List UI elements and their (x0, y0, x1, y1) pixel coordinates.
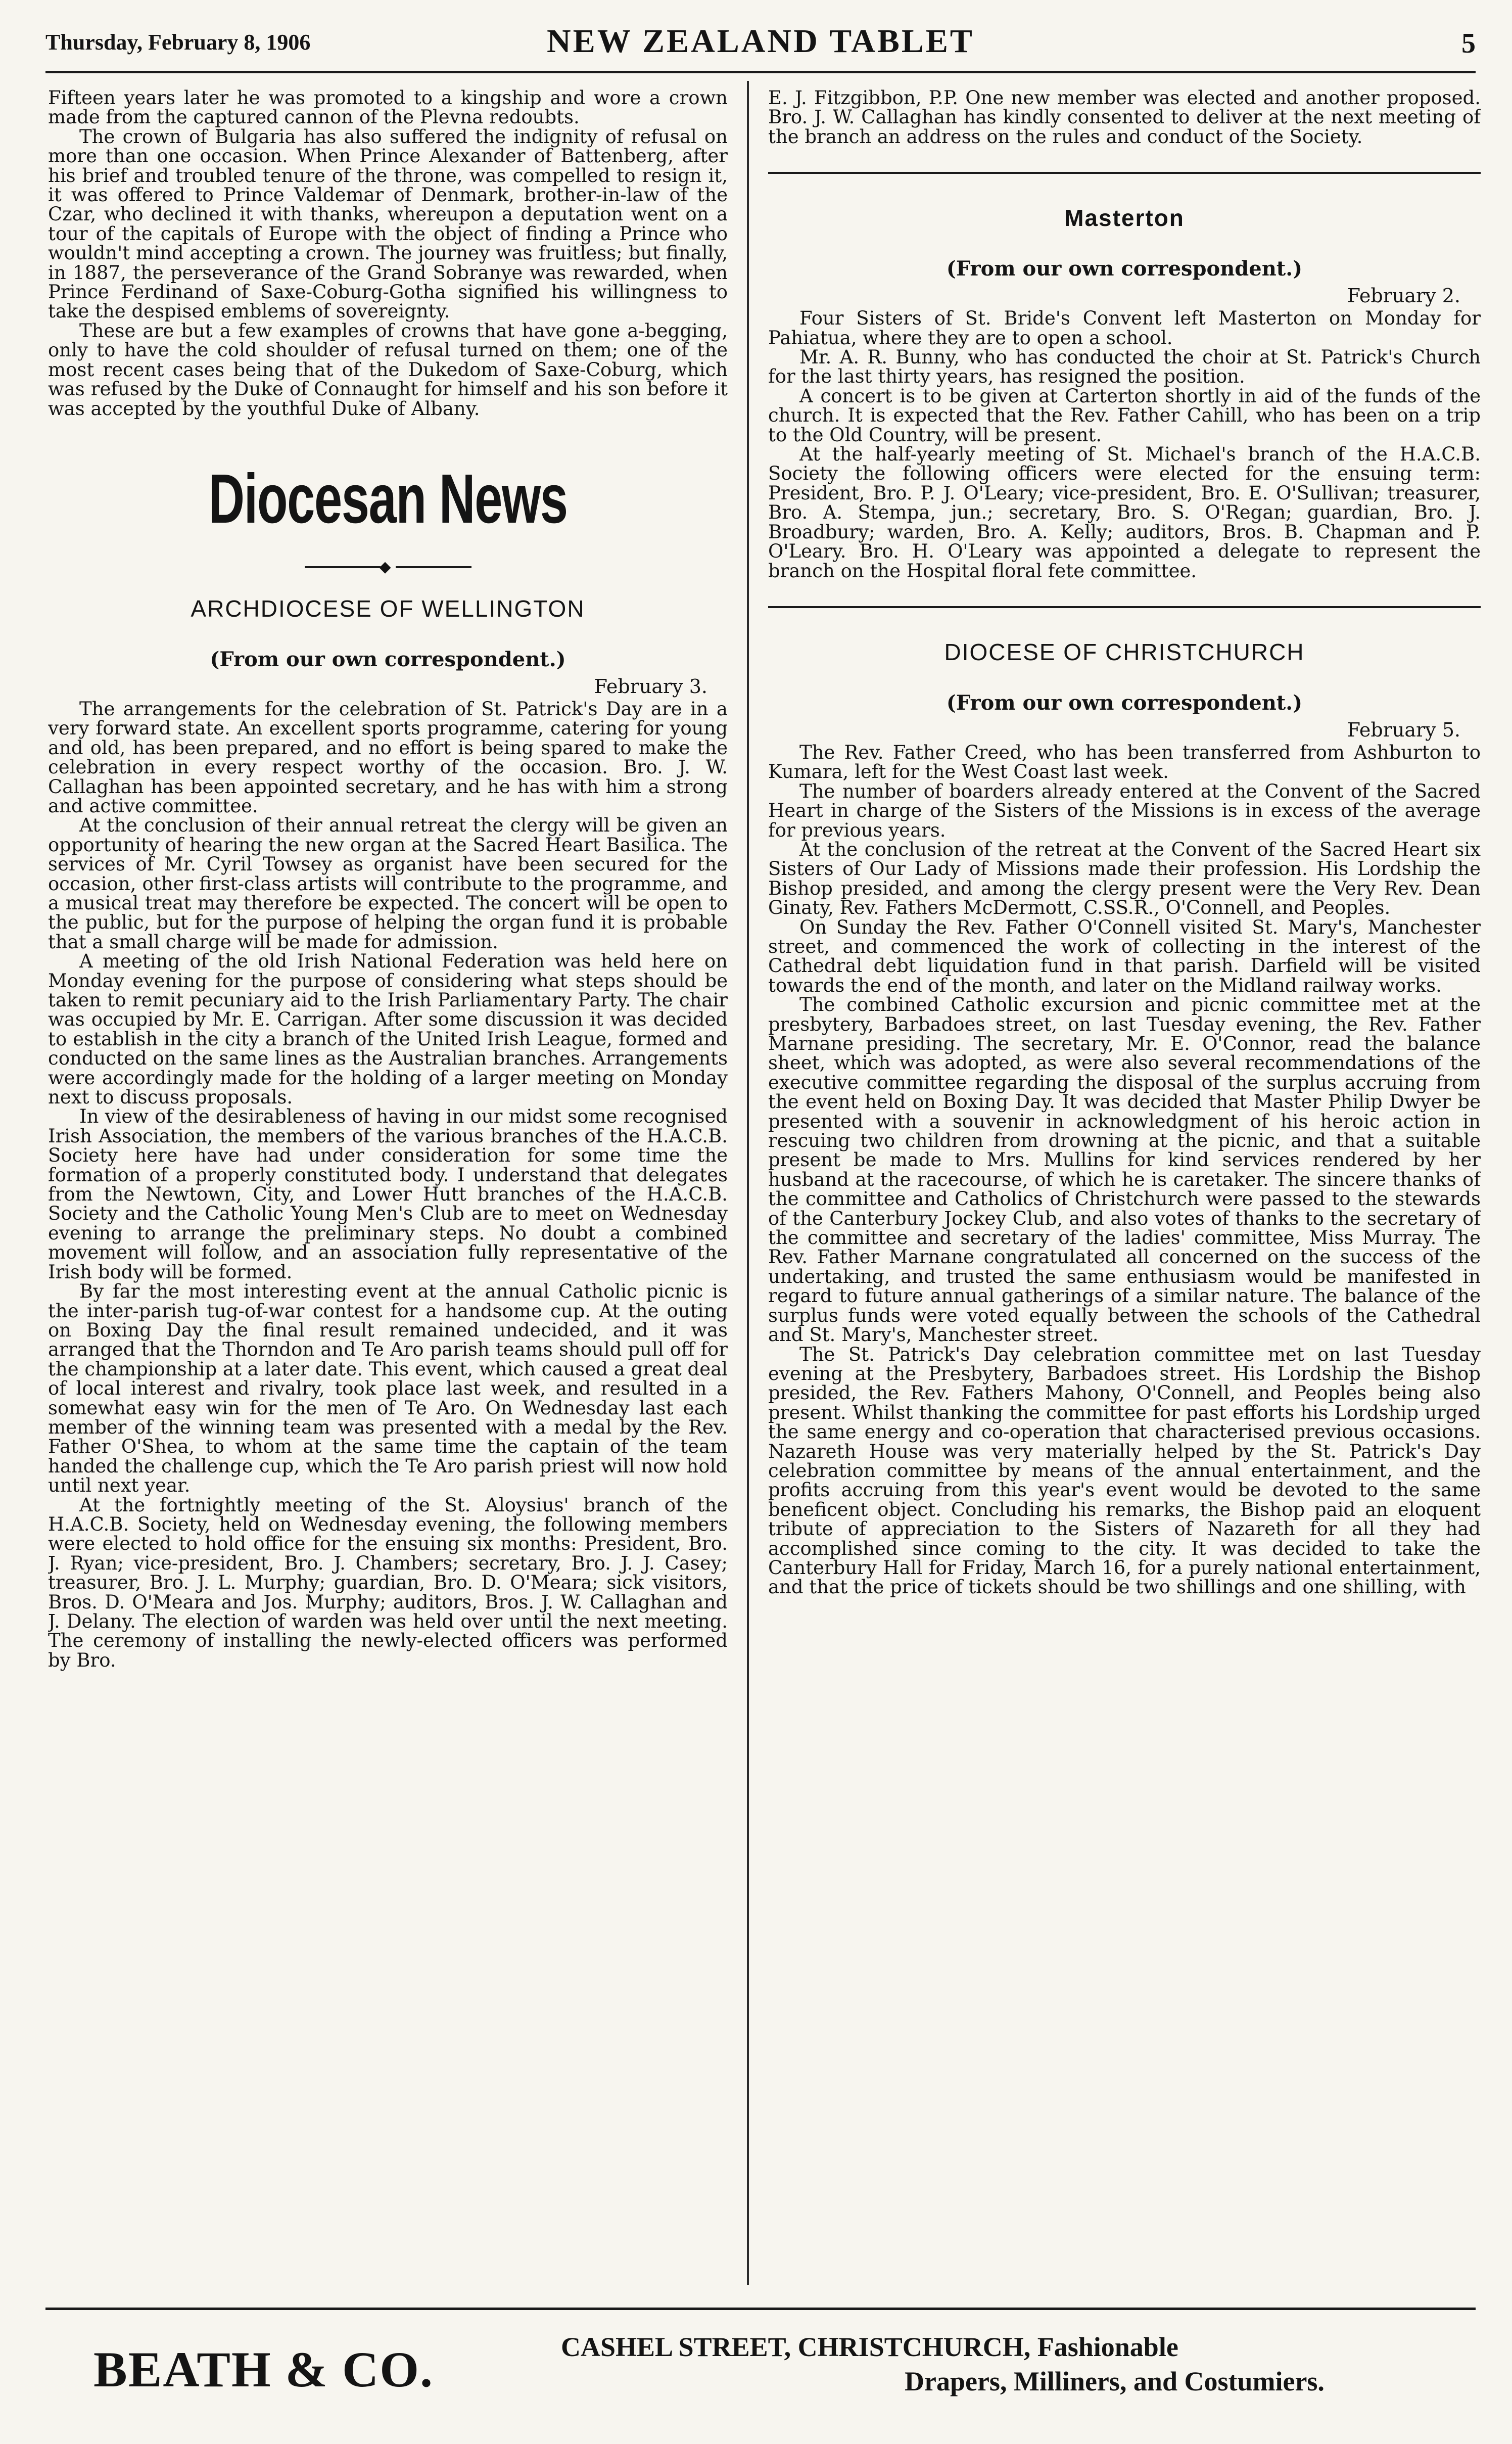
right-column (768, 88, 1481, 2282)
christchurch-paragraph: At the conclusion of the retreat at the Convent of the Sacred Heart six Sisters of Our Lady of Missions made their profession. His Lordship the Bishop presided, and among the clergy present were the Very Rev. Dean Ginaty, Rev. Fathers McDermott, C.SS.R., O'Connell, and Peoples. (768, 838, 1481, 919)
diocesan-news-heading: Diocesan News (208, 459, 568, 538)
masterton-paragraph: A concert is to be given at Carterton shortly in aid of the funds of the church. It is expected that the Rev. Father Cahill, who has been on a trip to the Old Country, will be present. (768, 385, 1481, 446)
wellington-date: February 3. (594, 675, 707, 698)
advert-trades: Drapers, Milliners, and Costumiers. (905, 2366, 1325, 2396)
ornament-rule-left (305, 566, 381, 568)
masterton-paragraph: At the half-yearly meeting of St. Michael's branch of the H.A.C.B. Society the following officers were elected for the ensuing term: President, Bro. P. J. O'Leary; vice-president, Bro. E. O'Sullivan; treasurer, Bro. A. Stempa, jun.; secretary, Bro. S. O'Regan; guardian, Bro. J. Broadbury; warden, Bro. A. Kelly; auditors, Bros. B. Chapman and P. O'Leary. Bro. H. O'Leary was appointed a delegate to represent the branch on the Hospital floral fete committee. (768, 443, 1481, 582)
christchurch-paragraph: On Sunday the Rev. Father O'Connell visited St. Mary's, Manchester street, and commenced the work of collecting in the interest of the Cathedral debt liquidation fund in that parish. Darfield will be visited towards the end of the month, and later on the Midland railway works. (768, 916, 1481, 996)
left-column (48, 88, 728, 2282)
christchurch-heading: DIOCESE OF CHRISTCHURCH (944, 638, 1305, 665)
diamond-ornament-icon: ◆ (379, 558, 391, 576)
christchurch-paragraph: The number of boarders already entered at the Convent of the Sacred Heart in charge of the Sisters of the Missions is in excess of the average for previous years. (768, 780, 1481, 841)
advert-firm-name: BEATH & CO. (93, 2341, 434, 2397)
heading-ornament (305, 560, 471, 575)
intro-paragraph: Fifteen years later he was promoted to a kingship and wore a crown made from the captured cannon of the Plevna redoubts. (48, 88, 728, 128)
masterton-heading: Masterton (1064, 205, 1185, 232)
masterton-paragraph: Four Sisters of St. Bride's Convent left Masterton on Monday for Pahiatua, where they are to open a school. (768, 307, 1481, 349)
christchurch-date: February 5. (1347, 718, 1460, 741)
section-rule (768, 172, 1481, 174)
wellington-paragraph: At the conclusion of their annual retreat the clergy will be given an opportunity of hearing the new organ at the Sacred Heart Basilica. The services of Mr. Cyril Towsey as organist have been secured for the occasion, other first-class artists will contribute to the programme, and a musical treat may therefore be expected. The concert will be open to the public, but for the purpose of helping the organ fund it is probable that a small charge will be made for admission. (48, 814, 728, 953)
issue-date: Thursday, February 8, 1906 (45, 30, 311, 55)
wellington-paragraph: In view of the desirableness of having in our midst some recognised Irish Association, the members of the various branches of the H.A.C.B. Society here have had under consideration for some time the formation of a properly constituted body. I understand that delegates from the Newtown, City, and Lower Hutt branches of the H.A.C.B. Society and the Catholic Young Men's Club are to meet on Wednesday evening to arrange the preliminary steps. No doubt a combined movement will follow, and an association fully representative of the Irish body will be formed. (48, 1105, 728, 1283)
wellington-correspondent: (From our own correspondent.) (210, 647, 566, 671)
footer-rule (45, 2308, 1476, 2310)
wellington-paragraph: The arrangements for the celebration of St. Patrick's Day are in a very forward state. An excellent sports programme, catering for young and old, has been prepared, and no effort is being spared to make the celebration in every respect worthy of the occasion. Bro. J. W. Callaghan has been appointed secretary, and he has with him a strong and active committee. (48, 698, 728, 817)
continuation-paragraph: E. J. Fitzgibbon, P.P. One new member was elected and another proposed. Bro. J. W. Callaghan has kindly consented to deliver at the next meeting of the branch an address on the rules and conduct of the Society. (768, 88, 1481, 148)
ornament-rule-right (396, 566, 471, 568)
christchurch-paragraph: The Rev. Father Creed, who has been transferred from Ashburton to Kumara, left for the West Coast last week. (768, 741, 1481, 783)
wellington-paragraph: At the fortnightly meeting of the St. Aloysius' branch of the H.A.C.B. Society, held on Wednesday evening, the following members were elected to hold office for the ensuing six months: President, Bro. J. Ryan; vice-president, Bro. J. Chambers; secretary, Bro. J. J. Casey; treasurer, Bro. J. L. Murphy; guardian, Bro. D. O'Meara; sick visitors, Bros. D. O'Meara and Jos. Murphy; auditors, Bros. J. W. Callaghan and J. Delany. The election of warden was held over until the next meeting. The ceremony of installing the newly-elected officers was performed by Bro. (48, 1494, 728, 1671)
wellington-paragraph: A meeting of the old Irish National Federation was held here on Monday evening for the purpose of considering what steps should be taken to remit pecuniary aid to the Irish Parliamentary Party. The chair was occupied by Mr. E. Carrigan. After some discussion it was decided to establish in the city a branch of the United Irish League, formed and conducted on the same lines as the Australian branches. Arrangements were accordingly made for the holding of a larger meeting on Monday next to discuss proposals. (48, 950, 728, 1109)
masthead-rule (45, 71, 1476, 73)
intro-paragraph: These are but a few examples of crowns that have gone a-begging, only to have the cold shoulder of refusal turned on them; one of the most recent cases being that of the Dukedom of Saxe-Coburg, which was refused by the Duke of Connaught for himself and his son before it was accepted by the youthful Duke of Albany. (48, 319, 728, 420)
masthead (45, 20, 1476, 73)
wellington-heading: ARCHDIOCESE OF WELLINGTON (191, 595, 585, 622)
masterton-paragraph: Mr. A. R. Bunny, who has conducted the choir at St. Patrick's Church for the last thirty years, has resigned the position. (768, 346, 1481, 388)
column-divider (747, 81, 749, 2285)
christchurch-paragraph: The St. Patrick's Day celebration committee met on last Tuesday evening at the Presbytery, Barbadoes street. His Lordship the Bishop presided, the Rev. Fathers Mahony, O'Connell, and Peoples being also present. Whilst thanking the committee for past efforts his Lordship urged the same energy and co-operation that characterised previous occasions. Nazareth House was very materially helped by the St. Patrick's Day celebration committee by means of the annual entertainment, and the profits accruing from this year's event would be devoted to the same beneficent object. Concluding his remarks, the Bishop paid an eloquent tribute of appreciation to the Sisters of Nazareth for all they had accomplished since coming to the city. It was decided to take the Canterbury Hall for Friday, March 16, for a purely national entertainment, and that the price of tickets should be two shillings and one shilling, with (768, 1343, 1481, 1598)
masterton-date: February 2. (1347, 285, 1460, 307)
intro-paragraph: The crown of Bulgaria has also suffered the indignity of refusal on more than one occasion. When Prince Alexander of Battenberg, after his brief and troubled tenure of the throne, was compelled to resign it, it was offered to Prince Valdemar of Denmark, brother-in-law of the Czar, who declined it with thanks, whereupon a deputation went on a tour of the capitals of Europe with the object of finding a Prince who wouldn't mind accepting a crown. The journey was fruitless; but finally, in 1887, the perseverance of the Grand Sobranye was rewarded, when Prince Ferdinand of Saxe-Coburg-Gotha signified his willingness to take the despised emblems of sovereignty. (48, 125, 728, 322)
newspaper-title: NEW ZEALAND TABLET (547, 23, 974, 60)
masterton-correspondent: (From our own correspondent.) (946, 257, 1303, 281)
christchurch-correspondent: (From our own correspondent.) (946, 690, 1303, 715)
advert-address: CASHEL STREET, CHRISTCHURCH, Fashionable (561, 2332, 1178, 2362)
wellington-paragraph: By far the most interesting event at the annual Catholic picnic is the inter-parish tug-of-war contest for a handsome cup. At the outing on Boxing Day the final result remained undecided, and it was arranged that the Thorndon and Te Aro parish teams should pull off for the championship at a later date. This event, which caused a great deal of local interest and rivalry, took place last week, and resulted in a somewhat easy win for the men of Te Aro. On Wednesday last each member of the winning team was presented with a medal by the Rev. Father O'Shea, to whom at the same time the captain of the team handed the challenge cup, which the Te Aro parish priest will now hold until next year. (48, 1280, 728, 1497)
christchurch-paragraph: The combined Catholic excursion and picnic committee met at the presbytery, Barbadoes street, on last Tuesday evening, the Rev. Father Marnane presiding. The secretary, Mr. E. O'Connor, read the balance sheet, which was adopted, as were also several recommendations of the executive committee regarding the disposal of the surplus accruing from the event held on Boxing Day. It was decided that Master Philip Dwyer be presented with a souvenir in acknowledgment of his heroic action in rescuing two children from drowning at the picnic, and that a suitable present be made to Mrs. Mullins for kind services rendered by her husband at the racecourse, of which he is caretaker. The sincere thanks of the committee and Catholics of Christchurch were passed to the stewards of the Canterbury Jockey Club, and also votes of thanks to the secretary of the committee and secretary of the ladies' committee, Miss Murray. The Rev. Father Marnane congratulated all concerned on the success of the undertaking, and trusted the same enthusiasm would be manifested in regard to future annual gatherings of a similar nature. The balance of the surplus funds were voted equally between the schools of the Cathedral and St. Mary's, Manchester street. (768, 994, 1481, 1346)
section-rule (768, 606, 1481, 608)
page-number: 5 (1461, 28, 1476, 59)
